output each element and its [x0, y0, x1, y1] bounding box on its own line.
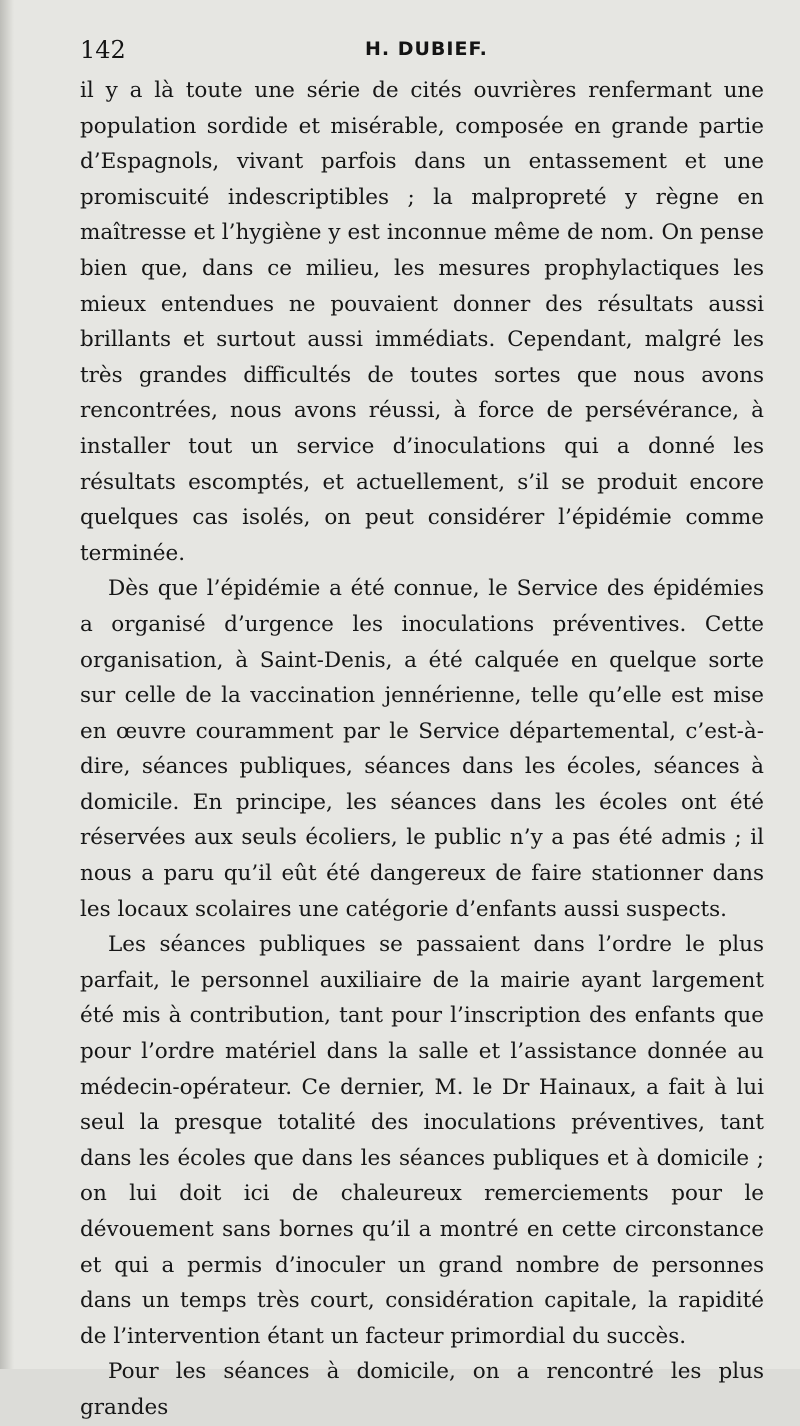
paragraph-continuation: il y a là toute une série de cités ouvrières renfermant une population sordide et misérable, composée en grande partie d’Espagnols, vivant parfois dans un entassement et une promiscuité indescriptibles ; la malpropreté y règne en maîtresse et l’hygiène y est inconnue même de nom. On pense bien que, dans ce milieu, les mesures prophylactiques les mieux entendues ne pouvaient donner des résultats aussi brillants et surtout aussi immédiats. Cependant, malgré les très grandes difficultés de toutes sortes que nous avons rencontrées, nous avons réussi, à force de persévérance, à installer tout un service d’inoculations qui a donné les résultats escomptés, et actuellement, s’il se produit encore quelques cas isolés, on peut considérer l’épidémie comme terminée.: [80, 78, 764, 566]
paragraph: Les séances publiques se passaient dans l’ordre le plus parfait, le personnel auxiliaire de la mairie ayant largement été mis à contribution, tant pour l’inscription des enfants que pour l’ordre matériel dans la salle et l’assistance donnée au médecin-opérateur. Ce dernier, M. le Dr Hainaux, a fait à lui seul la presque totalité des inoculations préventives, tant dans les écoles que dans les séances publiques et à domicile ; on lui doit ici de chaleureux remerciements pour le dévouement sans bornes qu’il a montré en cette circonstance et qui a permis d’inoculer un grand nombre de personnes dans un temps très court, considération capitale, la rapidité de l’intervention étant un facteur primordial du succès.: [80, 932, 764, 1349]
body-text: [80, 73, 764, 1426]
running-head: H. DUBIEF.: [365, 38, 488, 60]
paragraph: Dès que l’épidémie a été connue, le Service des épidémies a organisé d’urgence les inoculations préventives. Cette organisation, à Saint-Denis, a été calquée en quelque sorte sur celle de la vaccination jennérienne, telle qu’elle est mise en œuvre couramment par le Service départemental, c’est-à-dire, séances publiques, séances dans les écoles, séances à domicile. En principe, les séances dans les écoles ont été réservées aux seuls écoliers, le public n’y a pas été admis ; il nous a paru qu’il eût été dangereux de faire stationner dans les locaux scolaires une catégorie d’enfants aussi suspects.: [80, 576, 764, 922]
paragraph: Pour les séances à domicile, on a rencontré les plus grandes: [80, 1359, 764, 1420]
page-header: [80, 36, 770, 66]
binding-shadow: [0, 0, 14, 1369]
page-number: 142: [80, 36, 126, 64]
